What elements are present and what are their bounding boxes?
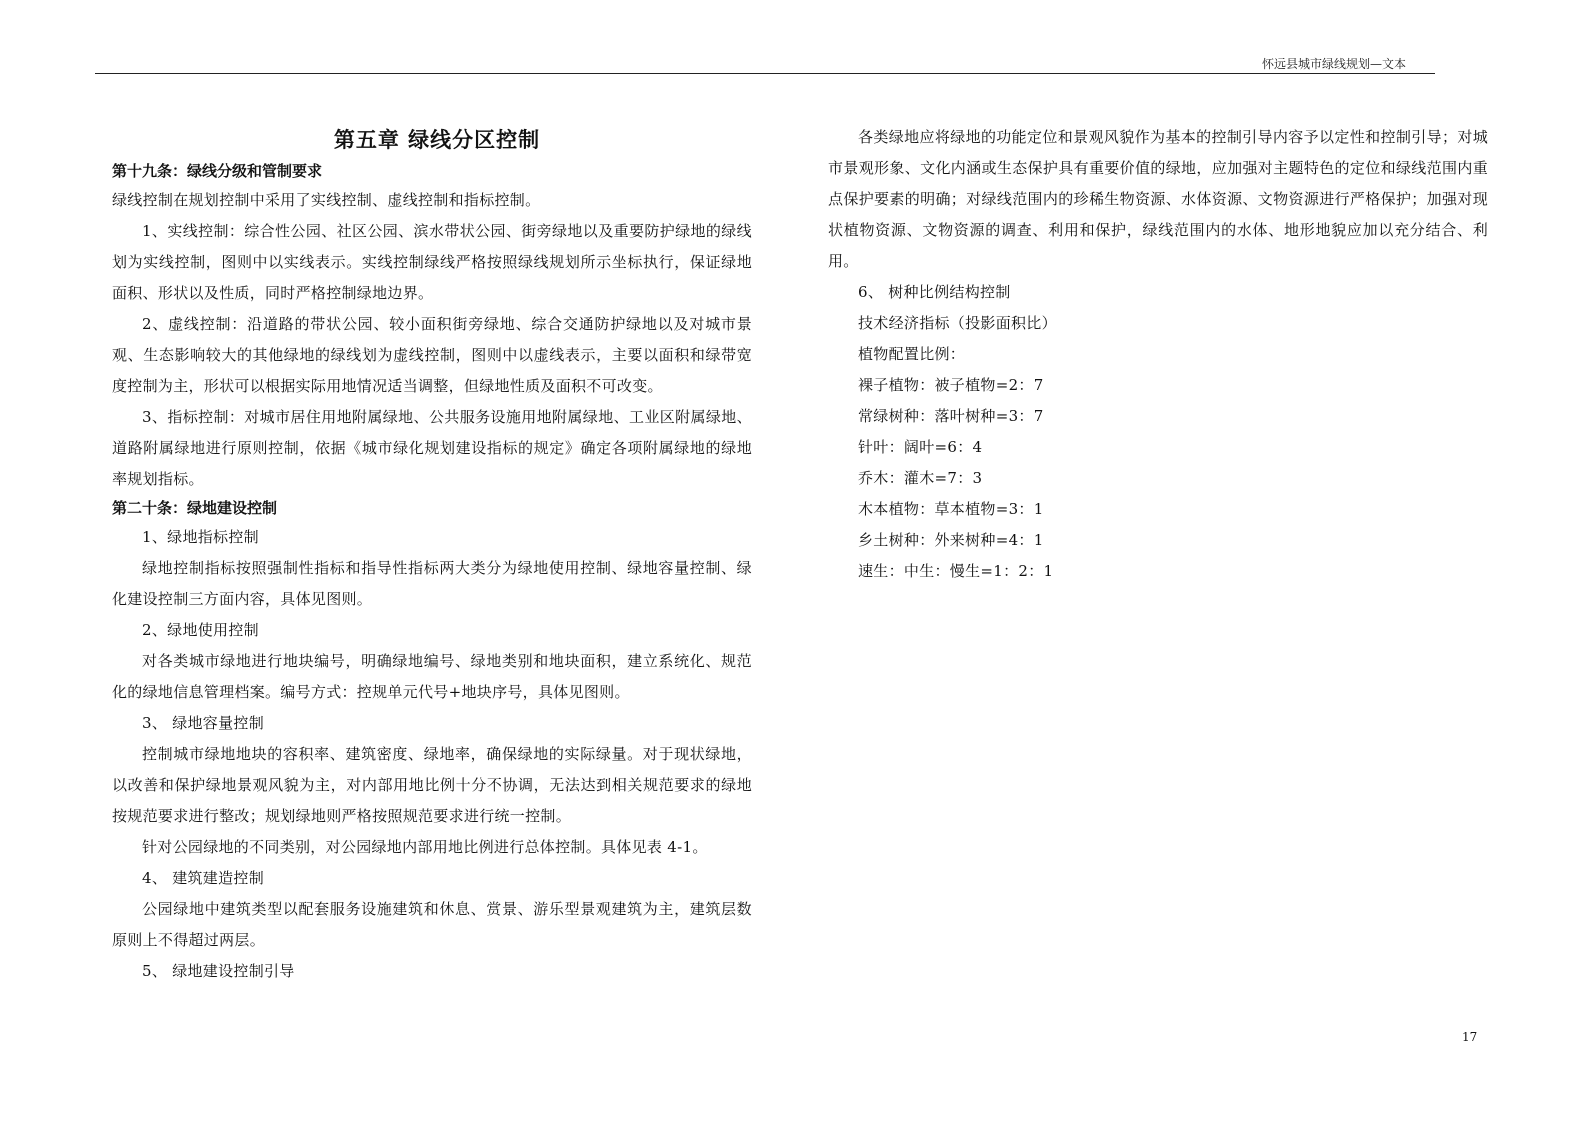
page-number: 17	[1462, 1030, 1478, 1044]
document-header-title: 怀远县城市绿线规划—文本	[1262, 57, 1407, 71]
ratio-item: 常绿树种：落叶树种=3：7	[858, 407, 1044, 425]
section-1-title: 1、绿地指标控制	[142, 528, 259, 546]
ratio-item: 针叶：阔叶=6：4	[858, 438, 983, 456]
section-6-subtitle: 技术经济指标（投影面积比）	[858, 314, 1057, 332]
article-19-heading: 第十九条：绿线分级和管制要求	[112, 162, 323, 180]
article-19-item-2: 2、虚线控制：沿道路的带状公园、较小面积街旁绿地、综合交通防护绿地以及对城市景观、生态影响较大的其他绿地的绿线划为虚线控制，图则中以虚线表示，主要以面积和绿带宽度控制为主，形状可以根据实际用地情况适当调整，但绿地性质及面积不可改变。	[112, 315, 752, 395]
article-20-heading: 第二十条：绿地建设控制	[112, 499, 278, 517]
section-5-text: 各类绿地应将绿地的功能定位和景观风貌作为基本的控制引导内容予以定性和控制引导；对城市景观形象、文化内涵或生态保护具有重要价值的绿地，应加强对主题特色的定位和绿线范围内重点保护要素的明确；对绿线范围内的珍稀生物资源、水体资源、文物资源进行严格保护；加强对现状植物资源、文物资源的调查、利用和保护，绿线范围内的水体、地形地貌应加以充分结合、利用。	[828, 128, 1488, 270]
article-19-intro: 绿线控制在规划控制中采用了实线控制、虚线控制和指标控制。	[112, 191, 541, 209]
section-6-title: 6、 树种比例结构控制	[858, 283, 1011, 301]
section-5-title: 5、 绿地建设控制引导	[142, 962, 295, 980]
header-divider	[95, 73, 1435, 74]
section-3-text: 控制城市绿地地块的容积率、建筑密度、绿地率，确保绿地的实际绿量。对于现状绿地，以改善和保护绿地景观风貌为主，对内部用地比例十分不协调，无法达到相关规范要求的绿地按规范要求进行整改；规划绿地则严格按照规范要求进行统一控制。	[112, 745, 752, 825]
section-2-title: 2、绿地使用控制	[142, 621, 259, 639]
ratio-item: 速生：中生：慢生=1：2：1	[858, 562, 1054, 580]
chapter-title: 第五章 绿线分区控制	[333, 128, 541, 152]
section-3-text-2: 针对公园绿地的不同类别，对公园绿地内部用地比例进行总体控制。具体见表 4-1。	[142, 838, 708, 856]
section-2-text: 对各类城市绿地进行地块编号，明确绿地编号、绿地类别和地块面积，建立系统化、规范化的绿地信息管理档案。编号方式：控规单元代号+地块序号，具体见图则。	[112, 652, 752, 701]
section-4-title: 4、 建筑建造控制	[142, 869, 265, 887]
right-column	[828, 122, 1488, 587]
ratio-item: 木本植物：草本植物=3：1	[858, 500, 1044, 518]
section-4-text: 公园绿地中建筑类型以配套服务设施建筑和休息、赏景、游乐型景观建筑为主，建筑层数原则上不得超过两层。	[112, 900, 752, 949]
ratio-item: 裸子植物：被子植物=2：7	[858, 376, 1044, 394]
section-1-text: 绿地控制指标按照强制性指标和指导性指标两大类分为绿地使用控制、绿地容量控制、绿化建设控制三方面内容，具体见图则。	[112, 559, 752, 608]
article-19-item-1: 1、实线控制：综合性公园、社区公园、滨水带状公园、街旁绿地以及重要防护绿地的绿线划为实线控制，图则中以实线表示。实线控制绿线严格按照绿线规划所示坐标执行，保证绿地面积、形状以及性质，同时严格控制绿地边界。	[112, 222, 752, 302]
left-column	[112, 122, 752, 987]
plant-ratio-heading: 植物配置比例：	[858, 345, 966, 363]
ratio-item: 乔木：灌木=7：3	[858, 469, 983, 487]
ratio-item: 乡土树种：外来树种=4：1	[858, 531, 1044, 549]
section-3-title: 3、 绿地容量控制	[142, 714, 265, 732]
article-19-item-3: 3、指标控制：对城市居住用地附属绿地、公共服务设施用地附属绿地、工业区附属绿地、道路附属绿地进行原则控制，依据《城市绿化规划建设指标的规定》确定各项附属绿地的绿地率规划指标。	[112, 408, 752, 488]
